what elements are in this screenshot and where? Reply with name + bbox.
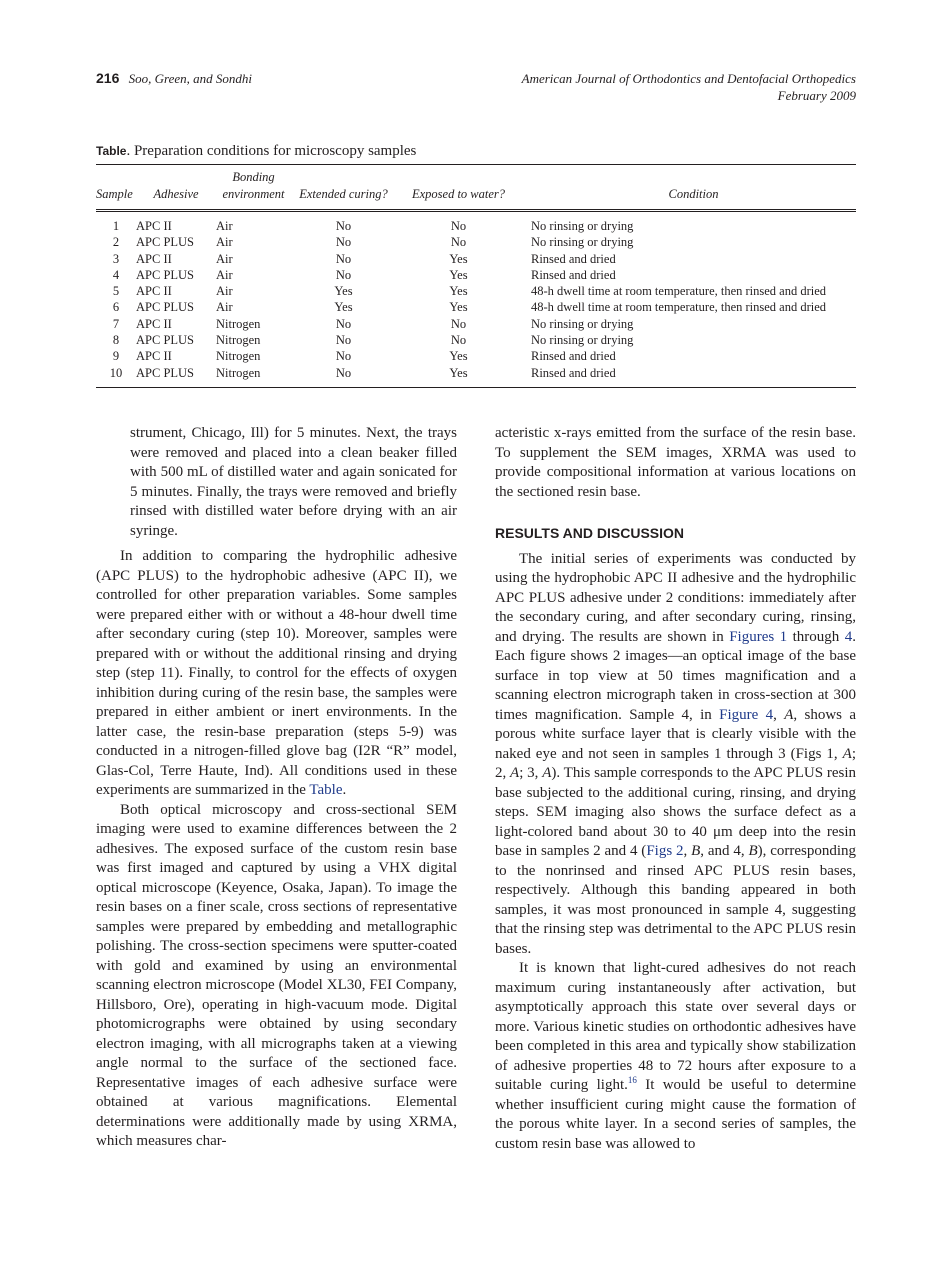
cell-sample: 2 — [112, 235, 120, 250]
figure-link[interactable]: Figure 4 — [719, 706, 774, 723]
section-heading: RESULTS AND DISCUSSION — [495, 525, 685, 541]
cell-sample: 8 — [112, 333, 120, 348]
cell-sample: 6 — [112, 300, 120, 315]
cell-environment: Air — [216, 251, 233, 266]
col-extended-curing: Extended curing? — [299, 187, 388, 201]
col-adhesive: Adhesive — [153, 187, 199, 201]
cell-exposed-water: No — [450, 219, 467, 233]
cell-exposed-water: Yes — [449, 284, 468, 299]
cell-extended-curing: No — [291, 365, 396, 388]
col-sample: Sample — [96, 187, 133, 201]
cell-extended-curing: No — [335, 235, 352, 250]
figure-link[interactable]: Figs 2 — [646, 843, 684, 859]
cell-adhesive: APC II — [136, 219, 172, 233]
cell-extended-curing: No — [335, 333, 352, 348]
cell-environment: Nitrogen — [216, 365, 291, 388]
preparation-table — [96, 143, 856, 388]
cell-sample: 1 — [112, 219, 120, 233]
cell-extended-curing: Yes — [334, 300, 353, 315]
table-row — [96, 348, 856, 364]
journal-title: American Journal of Orthodontics and Dentofacial Orthopedics — [521, 71, 856, 86]
table-caption-text: . Preparation conditions for microscopy samples — [126, 143, 417, 159]
cell-adhesive: APC PLUS — [136, 267, 195, 282]
cell-environment: Air — [216, 300, 233, 315]
table-row — [96, 299, 856, 315]
left-column — [96, 424, 457, 1152]
paragraph: strument, Chicago, Ill) for 5 minutes. Next, the trays were removed and placed into a clean beaker filled with 500 mL of distilled water and again sonicated for 5 minutes. Finally, the trays were removed and briefly rinsed with distilled water before drying with an air syringe. — [130, 425, 457, 539]
cell-condition: No rinsing or drying — [531, 333, 634, 348]
paragraph: acteristic x-rays emitted from the surface of the resin base. To supplement the SEM images, XRMA was used to provide compositional information at various locations on the sectioned resin base. — [495, 425, 856, 500]
paragraph: In addition to comparing the hydrophilic adhesive (APC PLUS) to the hydrophobic adhesive (APC II), we controlled for other preparation variables. Some samples were prepared either with or without a 48-hour dwell time after secondary curing (step 10). Moreover, samples were prepared with or without the additional rinsing and drying step (step 11). Finally, to control for the effects of oxygen inhibition during curing of the resin base, the samples were prepared in either ambient or inert environments. In the latter case, the resin-base preparation (steps 5-9) was conducted in a nitrogen-filled glove bag (I2R “R” model, Glas-Col, Terre Haute, Ind). All conditions used in these experiments are summarized in the Table. — [96, 548, 457, 798]
cell-environment: Air — [216, 284, 233, 299]
cell-environment: Air — [216, 267, 233, 282]
cell-adhesive: APC PLUS — [136, 235, 195, 250]
col-exposed-water: Exposed to water? — [411, 187, 506, 201]
reference-link[interactable]: 16 — [627, 1075, 637, 1085]
cell-extended-curing: No — [335, 219, 352, 233]
cell-adhesive: APC II — [136, 316, 172, 331]
cell-extended-curing: No — [335, 316, 352, 331]
table-link[interactable]: Table — [309, 782, 343, 798]
cell-condition: 48-h dwell time at room temperature, then rinsed and dried — [531, 300, 827, 315]
col-bonding-environment: Bonding environment — [222, 170, 285, 201]
cell-exposed-water: No — [450, 333, 467, 348]
cell-extended-curing: Yes — [334, 284, 353, 299]
cell-condition: Rinsed and dried — [531, 349, 616, 364]
paragraph: It is known that light-cured adhesives do not reach maximum curing instantaneously after activation, but asymptotically approach this state over several days or more. Various kinetic studies on orthodontic adhesives have been completed in this area and typically show stabilization of adhesive properties 48 to 72 hours after exposure to a suitable curing light.$^{16}$ It would be useful to determine whether insufficient curing might cause the formation of the porous white layer. In a second series of samples, the custom resin base was allowed to — [495, 960, 856, 1152]
conditions-table — [96, 164, 856, 388]
cell-adhesive: APC PLUS — [136, 365, 216, 388]
right-column — [495, 424, 856, 1154]
cell-exposed-water: Yes — [449, 300, 468, 315]
page-number: 216 — [96, 70, 120, 86]
running-header — [96, 70, 856, 103]
running-authors: Soo, Green, and Sondhi — [128, 71, 252, 86]
table-row — [96, 267, 856, 283]
issue-date: February 2009 — [777, 88, 856, 103]
table-row — [96, 283, 856, 299]
figure-link[interactable]: 4 — [844, 628, 853, 645]
cell-extended-curing: No — [335, 267, 352, 282]
cell-exposed-water: Yes — [449, 349, 468, 364]
journal-info — [522, 70, 856, 104]
table-row — [96, 211, 856, 235]
table-caption — [96, 143, 856, 160]
table-header-row — [96, 165, 856, 211]
cell-exposed-water: Yes — [449, 251, 468, 266]
cell-exposed-water: No — [450, 235, 467, 250]
col-condition: Condition — [668, 187, 719, 201]
paragraph: Both optical microscopy and cross-sectional SEM imaging were used to examine differences between the 2 adhesives. The exposed surface of the custom resin base was first imaged and captured by using a VHX digital optical microscope (Keyence, Osaka, Japan). To image the resin bases on a finer scale, cross sections of representative samples were prepared by embedding and metallographic polishing. The cross-section specimens were sputter-coated with gold and examined by using an environmental scanning electron microscope (Model XL30, FEI Company, Hillsboro, Ore), operating in high-vacuum mode. Digital photomicrographs were obtained by using secondary electron imaging, with all micrographs taken at a viewing angle normal to the surface of the sectioned face. Representative images of each adhesive surface were obtained at various magnifications. Elemental determinations were additionally made by using XRMA, which measures char- — [96, 801, 457, 1149]
table-row — [96, 234, 856, 250]
cell-environment: Air — [216, 219, 233, 233]
cell-sample: 5 — [112, 284, 120, 299]
cell-sample: 7 — [112, 316, 120, 331]
table-label: Table — [96, 144, 127, 158]
cell-condition: No rinsing or drying — [531, 219, 634, 233]
table-row — [96, 251, 856, 267]
cell-adhesive: APC PLUS — [136, 333, 195, 348]
table-row — [96, 332, 856, 348]
cell-adhesive: APC II — [136, 349, 172, 364]
cell-exposed-water: Yes — [449, 267, 468, 282]
paragraph: The initial series of experiments was conducted by using the hydrophobic APC II adhesive and the hydrophilic APC PLUS adhesive under 2 conditions: immediately after the secondary curing, and after secondary curing, rinsing, and drying. The results are shown in Figures 1 through 4. Each figure shows 2 images—an optical image of the base surface in top view at 50 times magnification and a scanning electron micrograph taken in cross-section at 300 times magnification. Sample 4, in Figure 4, A, shows a porous white surface layer that is clearly visible with the naked eye and not seen in samples 1 through 3 (Figs 1, A; 2, A; 3, A). This sample corresponds to the APC PLUS resin base subjected to the additional curing, rinsing, and drying steps. SEM imaging also shows the surface defect as a light-colored band about 30 to 40 μm deep into the resin base in samples 2 and 4 (Figs 2, B, and 4, B), corresponding to the nonrinsed and rinsed APC PLUS resin bases, respectively. Although this banding appeared in both samples, it was most pronounced in sample 4, suggesting that the rinsing step was detrimental to the APC PLUS resin bases. — [495, 550, 857, 957]
cell-exposed-water: Yes — [396, 365, 521, 388]
cell-adhesive: APC II — [136, 284, 172, 299]
cell-extended-curing: No — [335, 251, 352, 266]
cell-sample: 4 — [112, 267, 120, 282]
cell-sample: 9 — [112, 349, 120, 364]
cell-condition: No rinsing or drying — [531, 235, 634, 250]
cell-adhesive: APC II — [136, 251, 172, 266]
cell-condition: Rinsed and dried — [531, 251, 616, 266]
cell-condition: No rinsing or drying — [531, 316, 634, 331]
cell-environment: Air — [216, 235, 233, 250]
cell-environment: Nitrogen — [216, 333, 261, 348]
cell-extended-curing: No — [335, 349, 352, 364]
table-row — [96, 316, 856, 332]
cell-sample: 10 — [96, 365, 136, 388]
cell-environment: Nitrogen — [216, 316, 261, 331]
cell-condition: 48-h dwell time at room temperature, then rinsed and dried — [531, 284, 827, 299]
table-row — [96, 365, 856, 388]
figure-link[interactable]: Figures 1 — [729, 628, 788, 645]
cell-environment: Nitrogen — [216, 349, 261, 364]
cell-adhesive: APC PLUS — [136, 300, 195, 315]
cell-condition: Rinsed and dried — [521, 365, 856, 388]
cell-sample: 3 — [112, 251, 120, 266]
cell-exposed-water: No — [450, 316, 467, 331]
cell-condition: Rinsed and dried — [531, 267, 616, 282]
